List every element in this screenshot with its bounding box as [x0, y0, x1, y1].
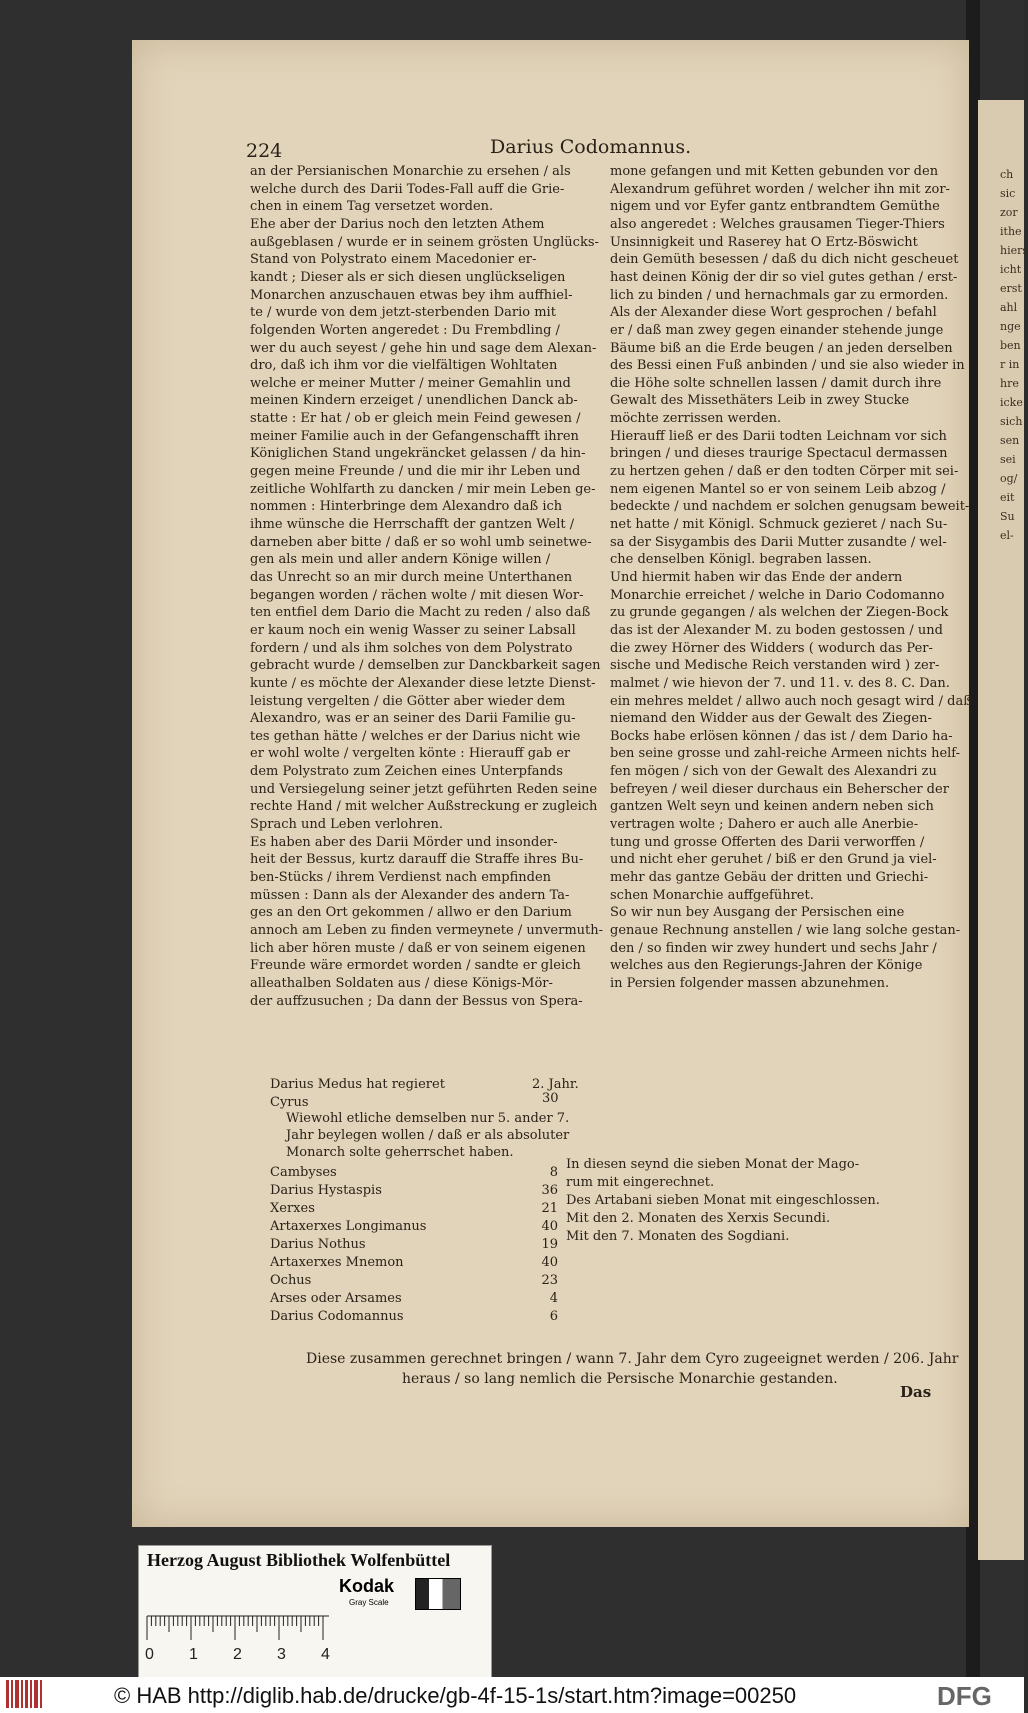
- king-years: 4: [549, 1291, 558, 1306]
- king-years: 21: [541, 1201, 558, 1216]
- king-name: Xerxes: [270, 1201, 315, 1216]
- catchword: Das: [900, 1383, 932, 1401]
- side-fragment: ithe: [1000, 225, 1022, 238]
- left-line-27: er kaum noch ein wenig Wasser zu seiner Labsall: [250, 622, 576, 638]
- right-line-29: sische und Medische Reich verstanden wird ) zer-: [610, 658, 940, 674]
- side-fragment: ch: [1000, 168, 1014, 181]
- left-line-39: Es haben aber des Darii Mörder und insonder-: [250, 834, 558, 850]
- left-line-12: dro, daß ich ihm vor die vielfältigen Wohltaten: [250, 358, 558, 374]
- ruler-number-1: 1: [189, 1646, 198, 1663]
- right-line-7: hast deinen König der dir so viel gutes gethan / erst-: [610, 269, 958, 285]
- right-line-3: nigem und vor Eyfer gantz entbrandtem Gemüthe: [610, 199, 940, 215]
- side-fragment: erst: [1000, 282, 1022, 295]
- right-line-39: tung und grosse Offerten des Darii verworffen /: [610, 834, 925, 850]
- left-line-44: annoch am Leben zu finden vermeynete / unvermuth-: [250, 922, 604, 938]
- left-line-2: welche durch des Darii Todes-Fall auff die Grie-: [250, 181, 565, 197]
- cyrus-name: Cyrus: [270, 1095, 309, 1110]
- side-fragment: sich: [1000, 415, 1023, 428]
- left-line-22: darneben aber bitte / daß er so wohl umb seinetwe-: [250, 534, 592, 550]
- side-fragment: sen: [1000, 434, 1020, 447]
- right-line-14: Gewalt des Missethäters Leib in zwey Stucke: [610, 393, 910, 409]
- right-line-15: möchte zerrissen werden.: [610, 411, 782, 427]
- side-fragment: ben: [1000, 339, 1021, 352]
- left-line-47: alleathalben Soldaten aus / diese Königs-Mör-: [250, 975, 553, 991]
- left-line-4: Ehe aber der Darius noch den letzten Athem: [250, 216, 545, 232]
- left-line-7: kandt ; Dieser als er sich diesen unglückseligen: [250, 269, 566, 285]
- left-line-13: welche er meiner Mutter / meiner Gemahlin und: [250, 375, 571, 391]
- left-line-5: außgeblasen / wurde er in seinem grösten Unglücks-: [250, 234, 599, 250]
- left-line-1: an der Persianischen Monarchie zu ersehen / als: [250, 164, 571, 179]
- right-line-28: die zwey Hörner des Widders ( wodurch das Per-: [610, 640, 933, 656]
- right-line-30: malmet / wie hievon der 7. und 11. v. des 8. C. Dan.: [610, 675, 950, 691]
- barcode-icon: [6, 1680, 44, 1708]
- cyrus-note-line-1: Wiewohl etliche demselben nur 5. ander 7.: [286, 1111, 570, 1126]
- left-line-8: Monarchen anzuschauen etwas bey ihm auffhiel-: [250, 287, 573, 303]
- right-line-37: gantzen Welt seyn und keinen andern neben sich: [610, 799, 934, 815]
- right-line-23: che denselben Königl. begraben lassen.: [610, 552, 872, 568]
- king-years: 36: [541, 1183, 558, 1198]
- dfg-logo: DFG: [937, 1681, 992, 1711]
- left-line-23: gen als mein und aller andern Könige willen /: [250, 552, 551, 568]
- left-line-9: te / wurde von dem jetzt-sterbenden Dario mit: [250, 305, 556, 321]
- right-line-5: Unsinnigkeit und Raserey hat O Ertz-Böswicht: [610, 234, 918, 250]
- right-line-17: bringen / und dieses traurige Spectacul dermassen: [610, 446, 948, 462]
- side-fragment: nge: [1000, 320, 1021, 333]
- king-years: 23: [541, 1273, 558, 1288]
- left-line-10: folgenden Worten angeredet : Du Frembdling /: [250, 322, 560, 338]
- left-line-14: meinen Kindern erzeiget / unendlichen Danck ab-: [250, 393, 578, 409]
- king-name: Arses oder Arsames: [270, 1291, 402, 1306]
- side-fragment: Su: [1000, 510, 1015, 523]
- right-line-16: Hierauff ließ er des Darii todten Leichnam vor sich: [610, 428, 947, 444]
- right-line-38: vertragen wolte ; Dahero er auch alle Anerbie-: [610, 817, 919, 833]
- king-years: 8: [549, 1165, 558, 1180]
- king-name: Artaxerxes Mnemon: [270, 1255, 404, 1270]
- side-fragment: sei: [1000, 453, 1016, 466]
- left-line-17: Königlichen Stand ungekräncket gelassen / da hin-: [250, 446, 586, 462]
- king-note: Mit den 2. Monaten des Xerxis Secundi.: [566, 1211, 831, 1226]
- measurement-ruler: [139, 1616, 491, 1644]
- right-line-32: niemand den Widder aus der Gewalt des Ziegen-: [610, 711, 932, 727]
- right-line-35: fen mögen / sich von der Gewalt des Alexandri zu: [610, 764, 937, 780]
- right-line-31: ein mehres meldet / allwo auch noch gesagt wird / daß: [610, 693, 972, 709]
- ruler-number-2: 2: [233, 1646, 242, 1663]
- left-line-26: ten entfiel dem Dario die Macht zu reden / also daß: [250, 605, 591, 621]
- left-line-24: das Unrecht so an mir durch meine Unterthanen: [250, 569, 573, 585]
- right-line-10: er / daß man zwey gegen einander stehende junge: [610, 322, 944, 338]
- gray-scale-patch: [415, 1578, 461, 1610]
- book-page: [132, 40, 972, 1527]
- right-line-36: befreyen / weil dieser durchaus ein Beherscher der: [610, 781, 949, 797]
- right-line-40: und nicht eher geruhet / biß er den Grund ja viel-: [610, 852, 937, 868]
- side-fragment: icht: [1000, 263, 1022, 276]
- left-line-30: kunte / es möchte der Alexander diese letzte Dienst-: [250, 675, 596, 691]
- king-name: Darius Hystaspis: [270, 1183, 382, 1198]
- right-line-41: mehr das gantze Gebäu der dritten und Griechi-: [610, 870, 929, 885]
- left-line-33: tes gethan hätte / welches er der Darius nicht wie: [250, 728, 581, 744]
- king-name: Cambyses: [270, 1165, 337, 1180]
- side-fragment: ahl: [1000, 301, 1018, 314]
- left-line-18: gegen meine Freunde / und die mir ihr Leben und: [250, 464, 581, 480]
- cyrus-value: 30: [542, 1091, 559, 1106]
- right-line-18: zu hertzen gehen / daß er den todten Cörper mit sei-: [610, 464, 959, 480]
- left-line-3: chen in einem Tag versetzet worden.: [250, 199, 494, 215]
- king-name: Darius Nothus: [270, 1237, 366, 1252]
- left-line-29: gebracht wurde / demselben zur Danckbarkeit sagen: [250, 658, 601, 674]
- right-line-8: lich zu binden / und hernachmals gar zu ermorden.: [610, 287, 949, 303]
- right-line-19: nem eigenen Mantel so er von seinem Leib abzog /: [610, 481, 946, 497]
- right-line-25: Monarchie erreichet / welche in Dario Codomanno: [610, 587, 945, 603]
- right-line-46: welches aus den Regierungs-Jahren der Könige: [610, 958, 923, 974]
- right-line-43: So wir nun bey Ausgang der Persischen eine: [610, 905, 905, 921]
- copyright-url[interactable]: © HAB http://diglib.hab.de/drucke/gb-4f-15-1s/start.htm?image=00250: [114, 1683, 797, 1708]
- king-note: Mit den 7. Monaten des Sogdiani.: [566, 1229, 790, 1244]
- right-line-11: Bäume biß an die Erde beugen / an jeden derselben: [610, 340, 953, 356]
- ruler-number-0: 0: [145, 1646, 154, 1663]
- side-fragment: eit: [1000, 491, 1015, 504]
- side-fragment: hre: [1000, 377, 1019, 390]
- right-line-34: ben seine grosse und zahl-reiche Armeen nichts helf-: [610, 746, 961, 762]
- left-line-41: ben-Stücks / ihrem Verdienst nach empfinden: [250, 870, 552, 885]
- left-line-31: leistung vergelten / die Götter aber wieder dem: [250, 693, 566, 709]
- right-line-12: des Bessi einen Fuß anbinden / und sie also wieder in: [610, 358, 965, 374]
- left-line-20: nommen : Hinterbringe dem Alexandro daß ich: [250, 499, 563, 515]
- left-line-11: wer du auch seyest / gehe hin und sage dem Alexan-: [250, 340, 597, 356]
- king-note: rum mit eingerechnet.: [566, 1175, 715, 1190]
- king-years: 19: [541, 1237, 558, 1252]
- left-line-15: statte : Er hat / ob er gleich mein Feind gewesen /: [250, 411, 581, 427]
- adjacent-page-edge: [978, 100, 1024, 1560]
- running-head: Darius Codomannus.: [490, 136, 692, 158]
- left-line-46: Freunde wäre ermordet worden / sandte er gleich: [250, 958, 581, 974]
- left-line-37: rechte Hand / mit welcher Außstreckung er zugleich: [250, 799, 598, 815]
- left-line-40: heit der Bessus, kurtz darauff die Straffe ihres Bu-: [250, 852, 584, 868]
- side-fragment: sic: [1000, 187, 1016, 200]
- left-line-35: dem Polystrato zum Zeichen eines Unterpfands: [250, 764, 563, 780]
- right-line-27: das ist der Alexander M. zu boden gestossen / und: [610, 622, 943, 638]
- right-line-13: die Höhe solte schnellen lassen / damit durch ihre: [610, 375, 942, 391]
- right-line-44: genaue Rechnung anstellen / wie lang solche gestan-: [610, 922, 961, 938]
- ruler-number-3: 3: [277, 1646, 286, 1663]
- right-line-33: Bocks habe erlösen können / das ist / dem Dario ha-: [610, 728, 953, 744]
- left-line-25: begangen worden / rächen wolte / mit diesen Wor-: [250, 587, 584, 603]
- left-line-36: und Versiegelung seiner jetzt geführten Reden seine: [250, 781, 598, 797]
- library-label: [138, 1545, 492, 1679]
- cyrus-note-line-3: Monarch solte geherrschet haben.: [286, 1145, 514, 1160]
- left-line-21: ihme wünsche die Herrschafft der gantzen Welt /: [250, 517, 575, 532]
- side-fragment: og/: [1000, 472, 1018, 485]
- side-fragment: hiers: [1000, 244, 1028, 257]
- right-line-21: net hatte / mit Königl. Schmuck gezieret / nach Su-: [610, 517, 948, 532]
- library-title: Herzog August Bibliothek Wolfenbüttel: [147, 1550, 451, 1570]
- right-line-2: Alexandrum geführet worden / welcher ihn mit zor-: [610, 181, 950, 197]
- right-line-4: also angeredet : Welches grausamen Tieger-Thiers: [610, 216, 945, 232]
- right-line-6: dein Gemüth besessen / daß du dich nicht gescheuet: [610, 252, 959, 268]
- left-line-34: er wohl wolte / vergelten könte : Hierauff gab er: [250, 746, 571, 762]
- right-line-9: Als der Alexander diese Wort gesprochen / befahl: [610, 305, 937, 321]
- summary-line-1: Diese zusammen gerechnet bringen / wann 7. Jahr dem Cyro zugeeignet werden / 206. Jahr: [306, 1351, 959, 1367]
- page-number: 224: [246, 140, 283, 162]
- left-line-42: müssen : Dann als der Alexander des andern Ta-: [250, 887, 570, 903]
- right-line-22: sa der Sisygambis des Darii Mutter zusandte / wel-: [610, 534, 947, 550]
- ruler-number-4: 4: [321, 1646, 330, 1663]
- king-name: Ochus: [270, 1273, 312, 1288]
- right-line-1: mone gefangen und mit Ketten gebunden vor den: [610, 164, 939, 179]
- king-years: 40: [541, 1219, 558, 1234]
- left-line-43: ges an den Ort gekommen / allwo er den Darium: [250, 905, 572, 921]
- left-line-6: Stand von Polystrato einem Macedonier er-: [250, 252, 537, 268]
- king-name: Artaxerxes Longimanus: [270, 1219, 427, 1234]
- left-line-38: Sprach und Leben verlohren.: [250, 817, 444, 833]
- right-line-26: zu grunde gegangen / als welchen der Ziegen-Bock: [610, 605, 949, 621]
- left-line-16: meiner Familie auch in der Gefangenschafft ihren: [250, 428, 579, 444]
- king-note: In diesen seynd die sieben Monat der Mago-: [566, 1157, 860, 1172]
- right-line-20: bedeckte / und nachdem er solchen genugsam beweit-: [610, 499, 970, 515]
- king-years: 6: [549, 1309, 558, 1324]
- right-line-45: den / so finden wir zwey hundert und sechs Jahr /: [610, 940, 937, 956]
- cyrus-note-line-2: Jahr beylegen wollen / daß er als absoluter: [286, 1128, 570, 1143]
- gray-scale-label: Gray Scale: [349, 1598, 389, 1607]
- side-fragment: r in: [1000, 358, 1020, 371]
- kodak-brand: Kodak: [339, 1576, 395, 1596]
- side-fragment: el-: [1000, 529, 1014, 542]
- left-line-45: lich aber hören muste / daß er von seinem eigenen: [250, 940, 586, 956]
- king-name: Darius Codomannus: [270, 1309, 404, 1324]
- side-fragment: zor: [1000, 206, 1018, 219]
- king-note: Des Artabani sieben Monat mit eingeschlossen.: [566, 1193, 880, 1208]
- summary-line-2: heraus / so lang nemlich die Persische Monarchie gestanden.: [402, 1371, 838, 1387]
- left-line-48: der auffzusuchen ; Da dann der Bessus von Spera-: [250, 993, 583, 1009]
- right-line-47: in Persien folgender massen abzunehmen.: [610, 975, 890, 991]
- right-line-24: Und hiermit haben wir das Ende der andern: [610, 569, 903, 585]
- right-line-42: schen Monarchie auffgeführet.: [610, 887, 814, 903]
- table-intro-value: 2. Jahr.: [532, 1077, 579, 1092]
- side-fragment: icke: [1000, 396, 1023, 409]
- left-line-32: Alexandro, was er an seiner des Darii Familie gu-: [250, 711, 576, 727]
- table-intro: Darius Medus hat regieret: [270, 1077, 445, 1092]
- left-line-19: zeitliche Wohlfarth zu dancken / mir mein Leben ge-: [250, 481, 596, 497]
- king-years: 40: [541, 1255, 558, 1270]
- left-line-28: fordern / und als ihm solches von dem Polystrato: [250, 640, 573, 656]
